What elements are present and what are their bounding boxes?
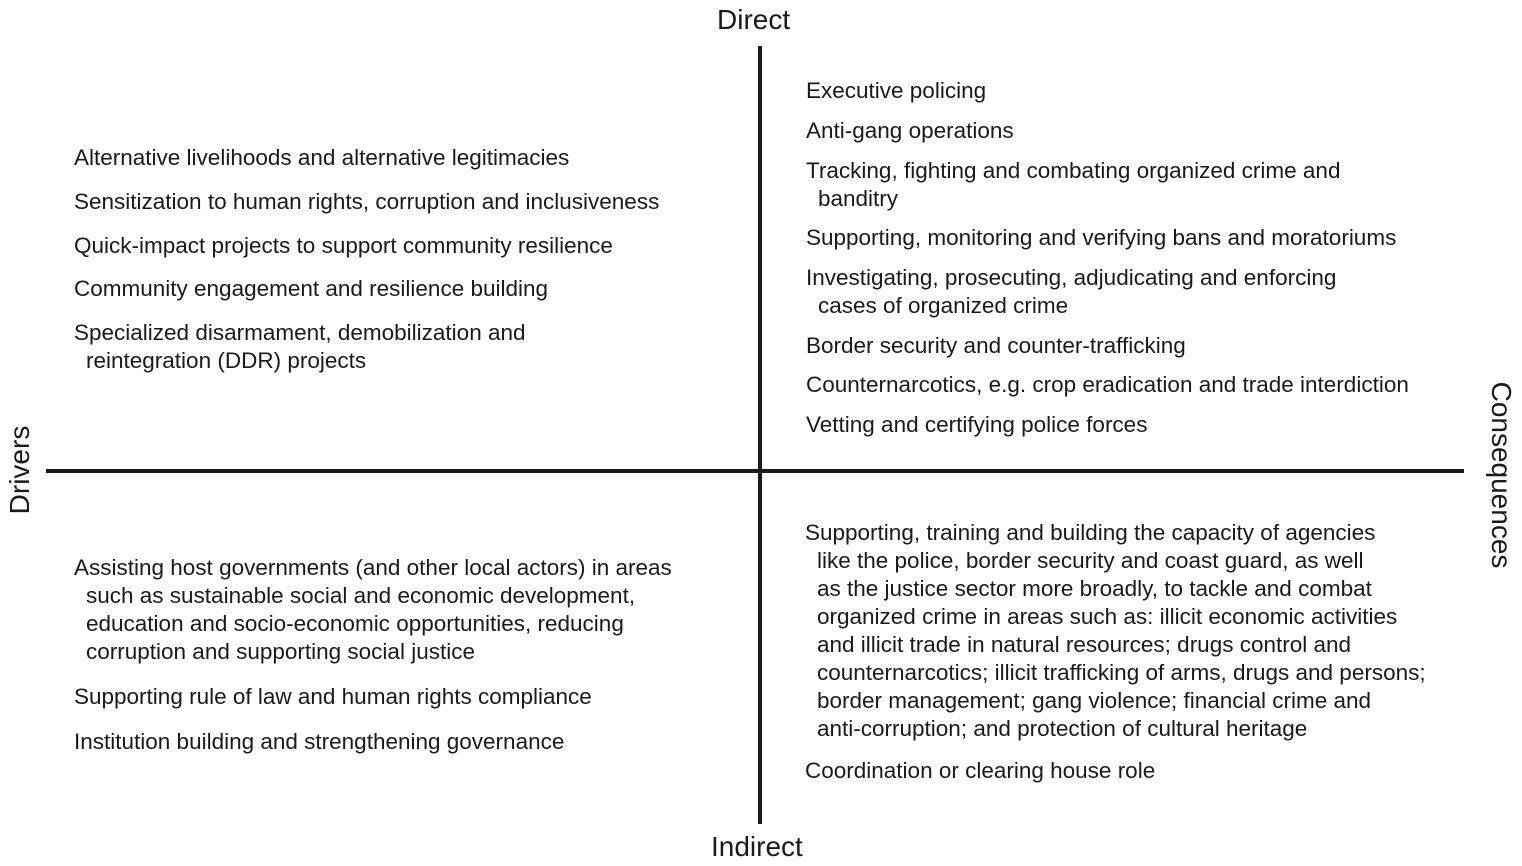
list-item	[806, 77, 986, 105]
list-item-text: Sensitization to human rights, corruption and inclusiveness	[74, 189, 660, 214]
list-item-text-continuation: anti-corruption; and protection of cultural heritage	[817, 716, 1308, 741]
list-item-text-continuation: counternarcotics; illicit trafficking of arms, drugs and persons;	[817, 660, 1426, 685]
list-item-text: Community engagement and resilience building	[74, 276, 549, 301]
list-item-text-continuation: border management; gang violence; financial crime and	[817, 688, 1372, 713]
list-item-text: Investigating, prosecuting, adjudicating and enforcing	[806, 265, 1337, 290]
list-item	[74, 319, 526, 375]
axis-label-drivers: Drivers	[4, 425, 35, 515]
list-item-text-continuation: such as sustainable social and economic development,	[86, 583, 636, 608]
list-item-text-continuation: banditry	[818, 186, 899, 211]
list-item-text: Quick-impact projects to support community resilience	[74, 233, 613, 258]
list-item-text: Supporting, monitoring and verifying bans and moratoriums	[806, 225, 1397, 250]
horizontal-axis-line	[46, 469, 1464, 473]
list-item-text: Assisting host governments (and other local actors) in areas	[74, 555, 672, 580]
axis-label-direct: Direct	[717, 4, 791, 35]
list-item	[806, 371, 1409, 399]
list-item	[74, 554, 672, 666]
list-item	[806, 224, 1396, 252]
list-item-text: Specialized disarmament, demobilization and	[74, 320, 526, 345]
list-item-text-continuation: corruption and supporting social justice	[86, 639, 475, 664]
list-item	[805, 519, 1426, 743]
list-item-text-continuation: as the justice sector more broadly, to tackle and combat	[817, 576, 1372, 601]
list-item-text: Alternative livelihoods and alternative legitimacies	[74, 145, 570, 170]
list-item-text-continuation: organized crime in areas such as: illicit economic activities	[817, 604, 1398, 629]
list-item-text: Border security and counter-trafficking	[806, 333, 1186, 358]
list-item	[806, 411, 1147, 439]
list-item-text-continuation: like the police, border security and coast guard, as well	[817, 548, 1364, 573]
list-item	[806, 264, 1336, 320]
axis-label-consequences: Consequences	[1486, 381, 1517, 569]
list-item-text: Counternarcotics, e.g. crop eradication and trade interdiction	[806, 372, 1409, 397]
axis-label-indirect: Indirect	[711, 831, 803, 862]
list-item-text: Supporting, training and building the capacity of agencies	[805, 520, 1376, 545]
list-item	[74, 683, 592, 711]
list-item-text: Anti-gang operations	[806, 118, 1014, 143]
list-item-text-continuation: cases of organized crime	[818, 293, 1069, 318]
list-item-text: Coordination or clearing house role	[805, 758, 1156, 783]
vertical-axis-line	[758, 46, 762, 824]
list-item	[74, 728, 564, 756]
list-item-text: Supporting rule of law and human rights compliance	[74, 684, 592, 709]
list-item	[74, 275, 548, 303]
list-item-text: Tracking, fighting and combating organized crime and	[806, 158, 1341, 183]
list-item	[74, 144, 569, 172]
list-item	[74, 188, 659, 216]
list-item	[806, 157, 1340, 213]
list-item-text-continuation: reintegration (DDR) projects	[86, 348, 367, 373]
list-item	[806, 117, 1014, 145]
list-item-text-continuation: education and socio-economic opportunities, reducing	[86, 611, 624, 636]
list-item	[74, 232, 613, 260]
list-item	[806, 332, 1186, 360]
list-item-text: Executive policing	[806, 78, 987, 103]
list-item-text: Vetting and certifying police forces	[806, 412, 1148, 437]
list-item-text-continuation: and illicit trade in natural resources; drugs control and	[817, 632, 1352, 657]
list-item-text: Institution building and strengthening governance	[74, 729, 565, 754]
list-item	[805, 757, 1155, 785]
